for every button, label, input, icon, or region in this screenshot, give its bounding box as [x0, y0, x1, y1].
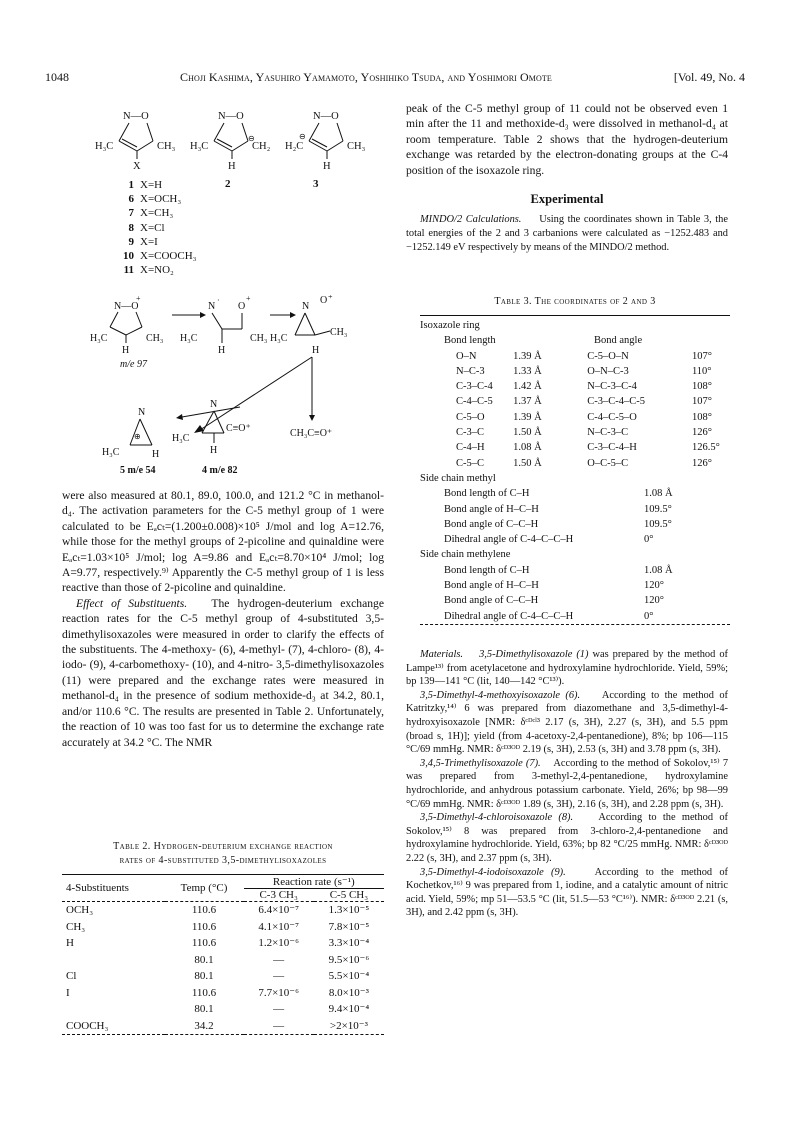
table-section: Side chain methylene [420, 549, 511, 561]
svg-text:H₃C: H₃C [90, 333, 108, 344]
table-cell: 7.7×10⁻⁶ [258, 986, 299, 999]
table-row [420, 394, 730, 409]
table-cell: 6.4×10⁻⁷ [258, 904, 299, 916]
table-cell: 1.39 Å [513, 350, 542, 362]
table-row [420, 410, 730, 425]
table-cell: 9.4×10⁻⁴ [328, 1003, 370, 1015]
table-cell: O–N–C-3 [587, 365, 629, 377]
table-cell: 1.3×10⁻⁵ [328, 904, 370, 916]
table-cell: 1.50 Å [513, 427, 542, 439]
table-cell: Bond angle of C–C–H [444, 518, 539, 530]
table-cell: C-5–O–N [587, 350, 629, 362]
table-cell: C-5–O [456, 411, 485, 423]
svg-text:N—O: N—O [114, 301, 139, 312]
svg-text:H: H [210, 445, 218, 456]
svg-text:H₂C: H₂C [285, 141, 304, 152]
subsection-title: 3,5-Dimethyl-4-methoxyisoxazole (6). [420, 689, 581, 701]
table-row [420, 456, 730, 471]
table-cell: C-3–C-4–C-5 [587, 396, 646, 408]
table-row [62, 919, 384, 936]
paragraph-text: According to the method of Sokolov,¹⁵⁾ 7 was prepared from 3-methyl-2,4-pentanedione, hydroxylamine hydrochloride, and anhydrous potassium carbonate. Yield, 26%; bp 98—99 °C/69 mmHg. NMR: δᶜᴰ³ᴼᴰ 1.89 (s, 3H), 2.16 (s, 3H), and 2.28 ppm (s, 3H). [406, 757, 729, 810]
compound-entry: 11 X=NO₂ [123, 264, 174, 277]
section-title: Effect of Substituents. [76, 596, 188, 610]
table-cell: 110.6 [191, 986, 217, 999]
compound-entry: 10 X=COOCH₃ [123, 250, 197, 263]
svg-text:H: H [312, 345, 320, 356]
column-header: C-5 CH₃ [329, 889, 369, 901]
paragraph [406, 689, 728, 757]
table-row [420, 364, 730, 379]
table-cell: Dihedral angle of C-4–C–C–H [444, 534, 574, 546]
svg-text:N: N [208, 301, 216, 312]
label-2: 2 [225, 178, 231, 190]
left-column [62, 488, 384, 750]
data-table [62, 874, 384, 1035]
table-cell: 110.6 [191, 937, 217, 949]
fragmentation-scheme [90, 295, 390, 480]
table-row [420, 440, 730, 455]
table-cell: 120° [644, 580, 664, 592]
table-cell: 5.5×10⁻⁴ [328, 970, 370, 982]
table-row [420, 609, 730, 624]
table-cell: O–N [456, 350, 477, 362]
table-row [62, 902, 384, 919]
table-cell [62, 952, 165, 969]
table-cell: 1.39 Å [513, 411, 542, 423]
table-cell: 7.8×10⁻⁵ [328, 920, 370, 933]
section-heading: Experimental [530, 192, 604, 207]
table-cell: >2×10⁻³ [329, 1019, 368, 1032]
column-header: Reaction rate (s⁻¹) [244, 875, 384, 889]
svg-text:H₃C: H₃C [172, 433, 190, 444]
table-cell: 126.5° [691, 442, 720, 454]
table-cell: 9.5×10⁻⁶ [328, 953, 370, 966]
table-cell: 34.2 [194, 1019, 214, 1032]
svg-text:O: O [238, 301, 246, 312]
column-header: 4-Substituents [66, 882, 129, 894]
table-row [420, 532, 730, 547]
table-cell: 1.08 Å [513, 442, 542, 454]
table-2 [62, 840, 384, 1035]
svg-text:N—O: N—O [313, 111, 339, 122]
paragraph [406, 811, 728, 865]
subsection-title: 3,5-Dimethyl-4-chloroisoxazole (8). [420, 812, 574, 824]
paragraph: MINDO/2 Calculations. Using the coordinates shown in Table 3, the total energies of the 2 and 3 carbanions were calculated as −1252.483 and −1252.149 eV respectively by means of the MINDO/2 method. [406, 214, 728, 253]
table-cell: 108° [691, 381, 712, 393]
table-cell: 126° [691, 427, 712, 439]
paragraph [406, 866, 728, 920]
svg-text:N: N [302, 301, 310, 312]
structure-1 [95, 111, 176, 172]
table-cell: 4.1×10⁻⁷ [258, 920, 299, 933]
structure-2 [190, 111, 271, 172]
table-cell: 1.50 Å [513, 457, 542, 469]
compound-entry: 7 X=CH₃ [128, 207, 174, 220]
right-column [406, 101, 728, 254]
svg-text:H: H [218, 345, 226, 356]
table-cell: 3.3×10⁻⁴ [328, 937, 370, 949]
table-cell: C-3–C [456, 427, 485, 439]
svg-text:⊖: ⊖ [248, 134, 255, 143]
table-cell: 110.6 [191, 920, 217, 933]
table-cell: Bond length of C–H [444, 564, 530, 576]
column-header: Temp (°C) [180, 882, 228, 894]
svg-text:H₃C: H₃C [102, 447, 120, 458]
table-cell: — [273, 1003, 285, 1015]
svg-text:+: + [246, 295, 251, 303]
table-cell: 110.6 [191, 904, 217, 916]
page-number: 1048 [45, 70, 69, 84]
column-header: Bond angle [594, 335, 643, 347]
table-section: Isoxazole ring [420, 320, 480, 331]
paragraph-text: According to the method of Kochetkov,¹⁶⁾ 9 was prepared from 1, iodine, and a catalytic amount of nitric acid. Yield, 59%; mp 51—53.5 °C (lit, 51.5—53 °C¹⁶⁾). NMR: δᶜᴰ³ᴼᴰ 2.21 (s, 3H), and 2.42 ppm (s, 3H). [406, 866, 728, 919]
table-3 [420, 295, 730, 625]
paragraph-text: was prepared by the method of Lampe¹³⁾ from acetylacetone and hydroxylamine hydrochloride. Yield, 59%; bp 139—141 °C (lit, 140—142 °C¹³⁾). [406, 649, 728, 688]
table-cell: 80.1 [194, 970, 214, 982]
paragraph-text: According to the method of Katritzky,¹⁴⁾ 6 was prepared from diazomethane and 3,5-dimethyl-4-hydroxyisoxazole [NMR: δᶜᴰᶜˡ³ 2.17 (s, 3H), 2.27 (s, 3H), and 5.5 ppm (broad s, 1H)]; yield (from 4-acetoxy-2,4-pentanedione), 8%; bp 106—115 °C/69 mmHg. NMR: δᶜᴰ³ᴼᴰ 2.19 (s, 3H), 2.53 (s, 3H) and 3.78 ppm (s, 3H). [406, 689, 729, 756]
column-header: C-3 CH₃ [259, 889, 298, 901]
table-body [420, 315, 730, 625]
svg-text:X: X [133, 161, 141, 172]
table-row [420, 593, 730, 608]
table-row [62, 985, 384, 1002]
table-row [420, 425, 730, 440]
table-cell: C-4–C-5 [456, 396, 493, 408]
svg-text:CH₃: CH₃ [330, 327, 348, 338]
table-cell: 1.2×10⁻⁶ [258, 937, 299, 949]
table-cell: 0° [644, 610, 654, 622]
table-cell: 8.0×10⁻³ [328, 986, 369, 999]
svg-text:N—O: N—O [218, 111, 244, 122]
table-caption: Table 3. The coordinates of 2 and 3 [494, 296, 656, 307]
table-cell: Bond length of C–H [444, 488, 530, 500]
table-cell: Bond angle of H–C–H [444, 580, 539, 592]
table-row [62, 1001, 384, 1018]
table-cell [62, 1001, 165, 1018]
svg-text:H₃C: H₃C [190, 141, 209, 152]
table-cell: N–C-3–C [587, 427, 629, 439]
table-cell: 109.5° [644, 518, 672, 530]
table-row [420, 349, 730, 364]
table-cell: COOCH₃ [66, 1019, 109, 1032]
svg-text:+: + [328, 295, 333, 301]
subsection-title: 3,4,5-Trimethylisoxazole (7). [420, 757, 541, 769]
label-5: 5 m/e 54 [120, 465, 156, 476]
table-caption: rates of 4-substituted 3,5-dimethylisoxazoles [119, 855, 327, 866]
materials-section [406, 648, 728, 920]
compound-entry: 1 X=H [128, 179, 163, 191]
svg-text:H₃C: H₃C [180, 333, 198, 344]
table-cell: Dihedral angle of C-4–C–C–H [444, 610, 574, 622]
structure-3 [285, 111, 366, 172]
svg-text:CH₃: CH₃ [146, 333, 164, 344]
table-cell: 107° [691, 350, 712, 362]
label-acylium: CH₃C≡O⁺ [290, 428, 333, 439]
svg-text:CH₂: CH₂ [252, 141, 271, 152]
table-section: Side chain methyl [420, 472, 496, 484]
compound-entry: 9 X=I [128, 235, 158, 248]
table-cell: Bond angle of H–C–H [444, 503, 539, 515]
table-cell: — [273, 970, 285, 982]
svg-text:O: O [320, 295, 328, 306]
paragraph [406, 648, 728, 689]
table-cell: Bond angle of C–C–H [444, 595, 539, 607]
label-3: 3 [313, 178, 319, 190]
table-cell: 108° [691, 411, 712, 423]
table-cell: I [66, 986, 70, 999]
paragraph: were also measured at 80.1, 89.0, 100.0, and 121.2 °C in methanol-d₄. The activation parameters for the C-5 methyl group of 1 were calculated to be Eₐcₜ=(1.200±0.008)×10⁵ J/mol and log A=12.76, while those for the methyl groups of 2-picoline and quinaldine were Eₐcₜ=1.03×10⁵ J/mol; log A=9.86 and Eₐcₜ=8.70×10⁴ J/mol; log A=9.77, respectively.⁹⁾ Apparently the C-5 methyl group of 1 is less reactive than those of 2-picoline and quinaldine. [62, 489, 384, 595]
subsection-title: Materials. [420, 649, 464, 660]
table-row [62, 968, 384, 985]
paragraph: Effect of Substituents. The hydrogen-deuterium exchange reaction rates for the C-5 methyl group of 4-substituted 3,5-dimethylisoxazoles were measured in order to clarify the effects of the substituents. The 4-methoxy- (6), 4-methyl- (7), 4-chloro- (8), 4-iodo- (9), 4-carbomethoxy- (10), and 4-nitro- 3,5-dimethylisoxazoles (11) were prepared and the exchange rates were measured in methanol-d₄ in the presence of sodium methoxide-d₃ at 34.2, 80.1, and/or 110.6 °C. The results are presented in Table 2. Unfortunately, the reaction of 10 was too fast for us to determine the exchange rate accurately at 34.2 °C. The NMR [62, 596, 384, 749]
table-cell: 1.42 Å [513, 381, 542, 393]
table-row [420, 486, 730, 501]
label-me97: m/e 97 [120, 359, 147, 370]
paragraph [406, 757, 728, 811]
table-row [62, 952, 384, 969]
svg-text:CH₃: CH₃ [250, 333, 268, 344]
table-caption: Table 2. Hydrogen-deuterium exchange reaction [113, 841, 333, 852]
svg-text:H: H [228, 161, 236, 172]
table-row [62, 935, 384, 952]
svg-text:C≡O⁺: C≡O⁺ [226, 423, 251, 434]
table-cell: 0° [644, 534, 654, 546]
svg-text:N: N [138, 407, 146, 418]
table-row [420, 502, 730, 517]
compound-entry: 8 X=Cl [128, 221, 165, 234]
svg-text:+: + [136, 295, 141, 303]
compound-list [110, 178, 197, 277]
table-cell: 80.1 [194, 1003, 214, 1015]
compound-entry: 6 X=OCH₃ [128, 193, 182, 206]
table-cell: 1.37 Å [513, 396, 542, 408]
label-4: 4 m/e 82 [202, 465, 238, 476]
subsection-title: 3,5-Dimethyl-4-iodoisoxazole (9). [420, 866, 566, 878]
svg-text:H: H [323, 161, 331, 172]
table-cell: H [66, 937, 74, 949]
table-row [420, 563, 730, 578]
svg-text:H₃C: H₃C [270, 333, 288, 344]
table-cell: 109.5° [644, 503, 672, 515]
column-header: Bond length [444, 335, 496, 347]
svg-text:H: H [152, 449, 160, 460]
table-cell: CH₃ [66, 920, 86, 933]
table-cell: N–C-3 [456, 365, 485, 377]
table-cell: OCH₃ [66, 904, 94, 916]
table-cell: 126° [691, 457, 712, 469]
paragraph-text: According to the method of Sokolov,¹⁵⁾ 8 was prepared from 3-chloro-2,4-pentanedione and hydroxylamine hydrochloride. Yield, 63%; bp 82 °C/25 mmHg. NMR: δᶜᴰ³ᴼᴰ 2.22 (s, 3H), and 2.37 ppm (s, 3H). [406, 812, 728, 864]
table-cell: N–C-3–C-4 [587, 381, 637, 393]
table-cell: O–C-5–C [587, 457, 629, 469]
volume: [Vol. 49, No. 4 [673, 70, 745, 84]
paragraph: peak of the C-5 methyl group of 11 could not be observed even 1 min after the 11 and methoxide-d₃ were dissolved in methanol-d₄ at room temperature. Table 2 shows that the hydrogen-deuterium exchange was retarded by the electron-donating groups at the C-4 position of the isoxazole ring. [406, 102, 728, 177]
table-cell: Cl [66, 970, 77, 982]
subsection-title: MINDO/2 Calculations. [420, 214, 522, 226]
isoxazole-structures [95, 105, 385, 180]
svg-text:CH₃: CH₃ [157, 141, 176, 152]
table-cell: C-4–H [456, 442, 485, 454]
table-cell: C-3–C-4 [456, 381, 493, 393]
table-cell: 1.08 Å [644, 488, 673, 500]
table-cell: 110° [691, 365, 712, 377]
table-cell: C-5–C [456, 457, 485, 469]
table-cell: 120° [644, 595, 664, 607]
authors: Choji Kashima, Yasuhiro Yamamoto, Yoshihiko Tsuda, and Yoshimori Omote [180, 70, 552, 84]
table-row [420, 379, 730, 394]
table-row [62, 1018, 384, 1035]
table-cell: 1.33 Å [513, 365, 542, 377]
table-row [420, 517, 730, 532]
compound-name: 3,5-Dimethylisoxazole (1) [479, 649, 589, 660]
svg-text:CH₃: CH₃ [347, 141, 366, 152]
svg-text:H: H [122, 345, 130, 356]
table-cell: — [273, 953, 285, 966]
table-cell: 80.1 [194, 953, 214, 966]
table-cell: 1.08 Å [644, 564, 673, 576]
svg-text:⊖: ⊖ [299, 132, 306, 141]
svg-text:⊕: ⊕ [134, 432, 141, 441]
table-cell: C-4–C-5–O [587, 411, 637, 423]
svg-text:H₃C: H₃C [95, 141, 114, 152]
table-cell: 107° [691, 396, 712, 408]
svg-text:·: · [217, 296, 220, 305]
svg-text:N—O: N—O [123, 111, 149, 122]
svg-text:N: N [210, 399, 218, 410]
table-row [420, 578, 730, 593]
table-cell: C-3–C-4–H [587, 442, 637, 454]
table-cell: — [273, 1019, 285, 1032]
